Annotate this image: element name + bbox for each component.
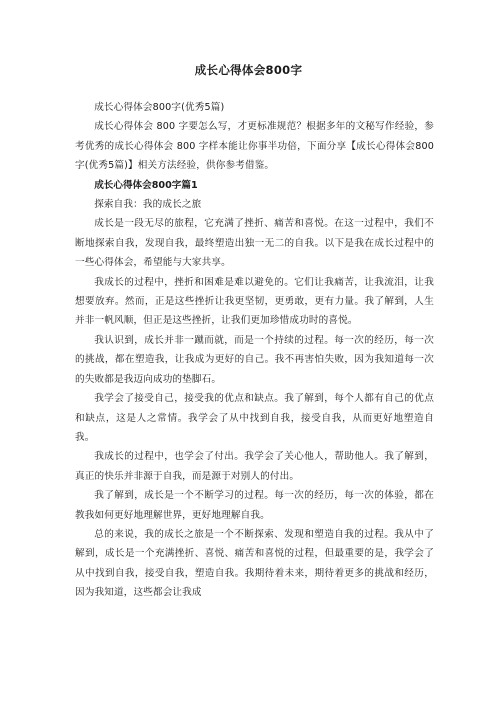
body-paragraph-6: 我了解到，成长是一个不断学习的过程。每一次的经历，每一次的体验，都在教我如何更好地理解世界，更好地理解自我。 bbox=[75, 490, 434, 521]
body-paragraph-4: 我学会了接受自己，接受我的优点和缺点。我了解到，每个人都有自己的优点和缺点，这是人之常情。我学会了从中找到自我，接受自我，从而更好地塑造自我。 bbox=[75, 393, 434, 443]
essay-title: 探索自我：我的成长之旅 bbox=[94, 199, 202, 211]
body-paragraph-7: 总的来说，我的成长之旅是一个不断探索、发现和塑造自我的过程。我从中了解到，成长是一个充满挫折、喜悦、痛苦和喜悦的过程，但最重要的是，我学会了从中找到自我，接受自我，塑造自我。我期待着未来，期待着更多的挑战和经历，因为我知道，这些都会让我成 bbox=[75, 528, 434, 599]
body-paragraph-2: 我成长的过程中，挫折和困难是难以避免的。它们让我痛苦，让我流泪，让我想要放弃。然而，正是这些挫折让我更坚韧，更勇敢，更有力量。我了解到，人生并非一帆风顺，但正是这些挫折，让我们更加珍惜成功时的喜悦。 bbox=[75, 276, 434, 327]
body-paragraph-5: 我成长的过程中，也学会了付出。我学会了关心他人，帮助他人。我了解到，真正的快乐并非源于自我，而是源于对别人的付出。 bbox=[75, 451, 434, 482]
body-paragraph-1: 成长是一段无尽的旅程，它充满了挫折、痛苦和喜悦。在这一过程中，我们不断地探索自我，发现自我，最终塑造出独一无二的自我。以下是我在成长过程中的一些心得体会，希望能与大家共享。 bbox=[75, 218, 434, 269]
document-title: 成长心得体会800字 bbox=[194, 63, 303, 77]
document-subtitle: 成长心得体会800字(优秀5篇) bbox=[94, 102, 225, 113]
intro-paragraph: 成长心得体会 800 字要怎么写，才更标准规范？根据多年的文秘写作经验，参考优秀的成长心得体会 800 字样本能让你事半功倍，下面分享【成长心得体会800字(优秀5篇)】相关方法经验，供你参考借鉴。 bbox=[75, 121, 434, 172]
body-paragraph-3: 我认识到，成长并非一蹴而就，而是一个持续的过程。每一次的经历，每一次的挑战，都在塑造我，让我成为更好的自己。我不再害怕失败，因为我知道每一次的失败都是我迈向成功的垫脚石。 bbox=[75, 334, 434, 385]
section-heading: 成长心得体会800字篇1 bbox=[94, 179, 198, 191]
